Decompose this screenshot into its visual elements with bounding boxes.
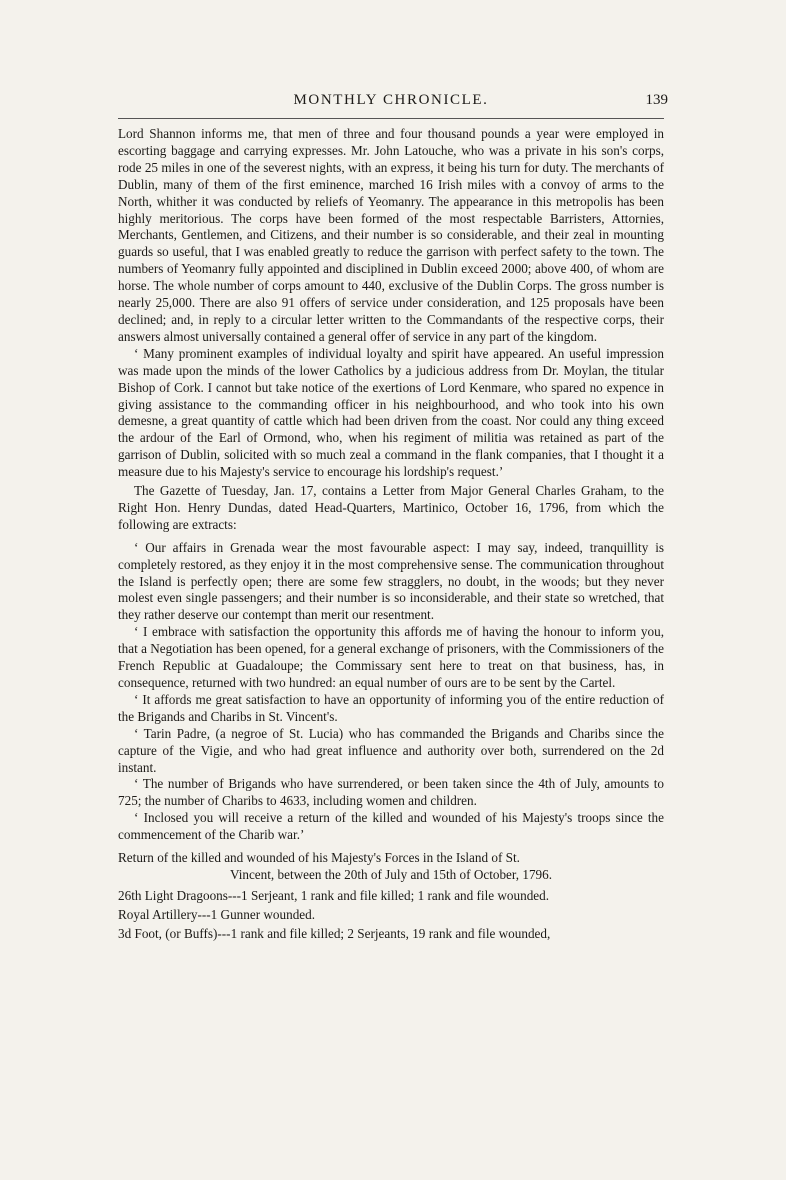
page-number: 139 xyxy=(645,92,668,108)
paragraph-gazette: The Gazette of Tuesday, Jan. 17, contains a Letter from Major General Charles Graham, to the Right Hon. Henry Dundas, dated Head-Quarters, Martinico, October 16, 1796, from which the following are extracts: xyxy=(118,483,664,532)
header-rule xyxy=(118,118,664,119)
paragraph-loyalty: ‘ Many prominent examples of individual loyalty and spirit have appeared. An useful impression was made upon the minds of the lower Catholics by a judicious address from Dr. Moylan, the titular Bishop of Cork. I cannot but take notice of the exertions of Lord Kenmare, who spared no expence in giving assistance to the commanding officer in his neighbourhood, and who took into his own demesne, a great quantity of cattle which had been driven from the coast. Nor could any thing exceed the ardour of the Earl of Ormond, who, when his regiment of militia was retained as part of the garrison of Dublin, solicited with so much zeal a command in the flank companies, that I thought it a measure due to his Majesty's service to encourage his lordship's request.’ xyxy=(118,345,664,480)
paragraph-lord-shannon: Lord Shannon informs me, that men of three and four thousand pounds a year were employed in escorting baggage and carrying expresses. Mr. John Latouche, who was a private in his son's corps, rode 25 miles in one of the severest nights, with an express, it being his turn for duty. The merchants of Dublin, many of them of the first eminence, marched 16 Irish miles with a convoy of arms to the North, whither it was conducted by reliefs of Yeomanry. The appearance in this metropolis has been highly meritorious. The corps have been formed of the most respectable Barristers, Attornies, Merchants, Gentlemen, and Citizens, and their number is so considerable, and their zeal in mounting guards so useful, that I was enabled greatly to reduce the garrison with perfect safety to the town. The numbers of Yeomanry fully appointed and disciplined in Dublin exceed 2000; above 400, of whom are horse. The whole number of corps amount to 440, exclusive of the Dublin Corps. The gross number is nearly 25,000. There are also 91 offers of service under consideration, and 125 proposals have been declined; and, in reply to a circular letter written to the Commandants of the respective corps, their answers almost universally contained a general offer of service in any part of the kingdom. xyxy=(118,126,664,344)
running-head: MONTHLY CHRONICLE. xyxy=(293,92,489,108)
paragraph-grenada: ‘ Our affairs in Grenada wear the most favourable aspect: I may say, indeed, tranquillity is completely restored, as they enjoy it in the most comprehensive sense. The communication throughout the Island is perfectly open; there are some few stragglers, no doubt, in the woods; but they never molest even single passengers; and their number is so inconsiderable, and their state so wretched, that they rather deserve our contempt than merit our resentment. xyxy=(118,539,664,623)
article-body xyxy=(118,126,664,943)
paragraph-negotiation: ‘ I embrace with satisfaction the opportunity this affords me of having the honour to inform you, that a Negotiation has been opened, for a general exchange of prisoners, with the Commissioners of the French Republic at Guadaloupe; the Commissary sent here to treat on that business, has, in consequence, returned with two hundred: an equal number of ours are to be sent by the Cartel. xyxy=(118,624,664,690)
return-title: Return of the killed and wounded of his Majesty's Forces in the Island of St. xyxy=(118,850,520,866)
casualty-line-royal-artillery: Royal Artillery---1 Gunner wounded. xyxy=(118,906,316,922)
return-date-line: Vincent, between the 20th of July and 15th of October, 1796. xyxy=(229,866,553,882)
casualty-line-3d-foot: 3d Foot, (or Buffs)---1 rank and file killed; 2 Serjeants, 19 rank and file wounded, xyxy=(118,925,551,941)
paragraph-brigands-number: ‘ The number of Brigands who have surrendered, or been taken since the 4th of July, amounts to 725; the number of Charibs to 4633, including women and children. xyxy=(118,776,664,809)
paragraph-inclosed-return: ‘ Inclosed you will receive a return of the killed and wounded of his Majesty's troops since the commencement of the Charib war.’ xyxy=(118,810,664,843)
casualty-line-light-dragoons: 26th Light Dragoons---1 Serjeant, 1 rank and file killed; 1 rank and file wounded. xyxy=(118,887,550,903)
paragraph-st-vincent: ‘ It affords me great satisfaction to have an opportunity of informing you of the entire reduction of the Brigands and Charibs in St. Vincent's. xyxy=(118,691,664,724)
paragraph-tarin-padre: ‘ Tarin Padre, (a negroe of St. Lucia) who has commanded the Brigands and Charibs since the capture of the Vigie, and who had great influence and authority over both, surrendered on the 2d instant. xyxy=(118,725,664,775)
